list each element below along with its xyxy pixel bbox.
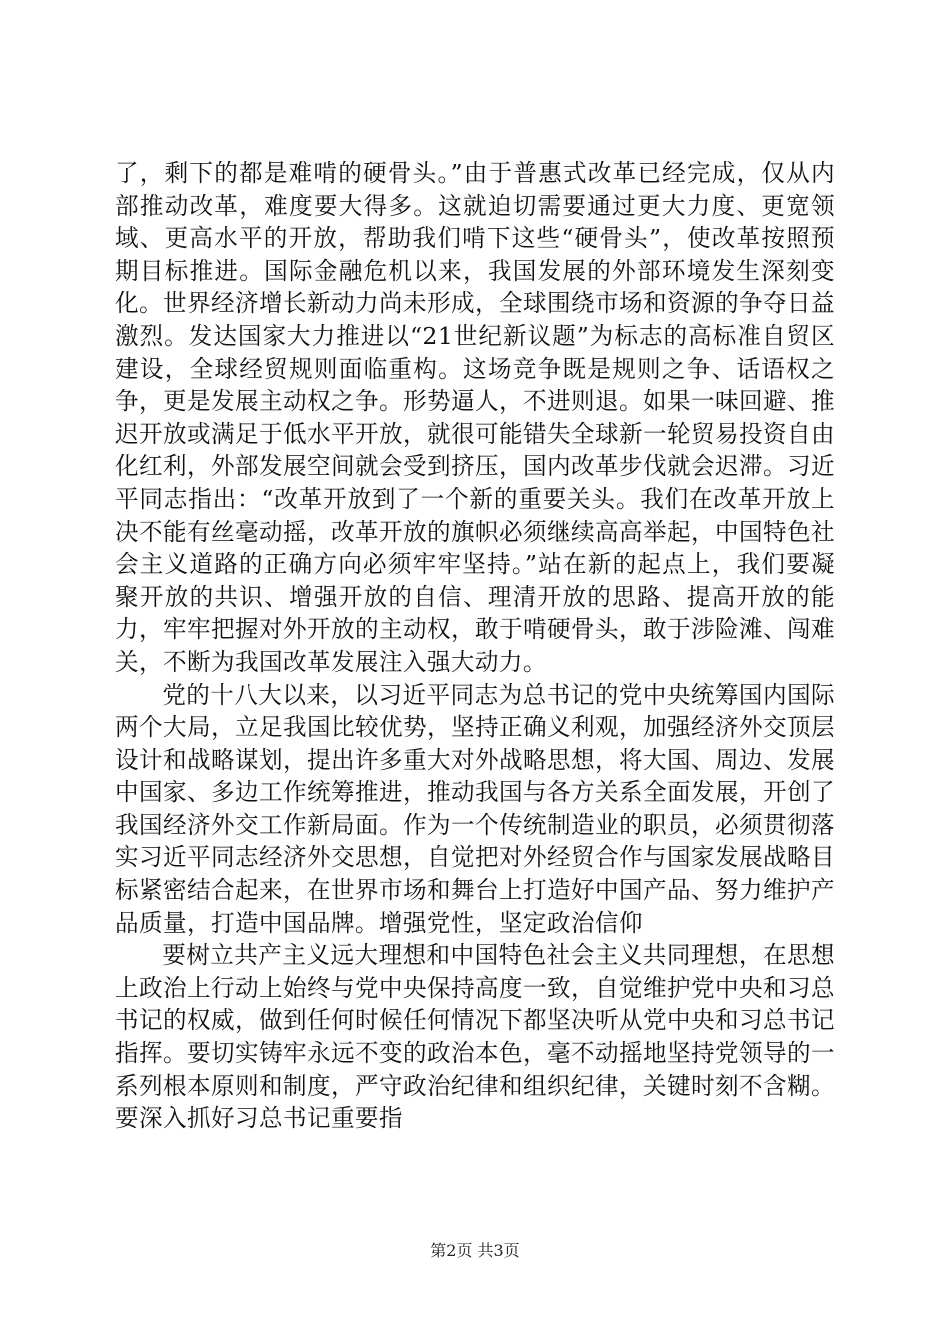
paragraph-2: 党的十八大以来，以习近平同志为总书记的党中央统筹国内国际两个大局，立足我国比较优势，坚持正确义利观，加强经济外交顶层设计和战略谋划，提出许多重大对外战略思想，将大国、周边、发展中国家、多边工作统筹推进，推动我国与各方关系全面发展，开创了我国经济外交工作新局面。作为一个传统制造业的职员，必须贯彻落实习近平同志经济外交思想，自觉把对外经贸合作与国家发展战略目标紧密结合起来，在世界市场和舞台上打造好中国产品、努力维护产品质量，打造中国品牌。增强党性，坚定政治信仰 [115, 680, 835, 937]
paragraph-1: 了，剩下的都是难啃的硬骨头。”由于普惠式改革已经完成，仅从内部推动改革，难度要大得多。这就迫切需要通过更大力度、更宽领域、更高水平的开放，帮助我们啃下这些“硬骨头”，使改革按照预期目标推进。国际金融危机以来，我国发展的外部环境发生深刻变化。世界经济增长新动力尚未形成，全球围绕市场和资源的争夺日益激烈。发达国家大力推进以“21世纪新议题”为标志的高标准自贸区建设，全球经贸规则面临重构。这场竞争既是规则之争、话语权之争，更是发展主动权之争。形势逼人，不进则退。如果一味回避、推迟开放或满足于低水平开放，就很可能错失全球新一轮贸易投资自由化红利，外部发展空间就会受到挤压，国内改革步伐就会迟滞。习近平同志指出：“改革开放到了一个新的重要关头。我们在改革开放上决不能有丝毫动摇，改革开放的旗帜必须继续高高举起，中国特色社会主义道路的正确方向必须牢牢坚持。”站在新的起点上，我们要凝聚开放的共识、增强开放的自信、理清开放的思路、提高开放的能力，牢牢把握对外开放的主动权，敢于啃硬骨头，敢于涉险滩、闯难关，不断为我国改革发展注入强大动力。 [115, 159, 835, 676]
page-footer [0, 1241, 950, 1261]
paragraph-3: 要树立共产主义远大理想和中国特色社会主义共同理想，在思想上政治上行动上始终与党中央保持高度一致，自觉维护党中央和习总书记的权威，做到任何时候任何情况下都坚决听从党中央和习总书记指挥。要切实铸牢永远不变的政治本色，毫不动摇地坚持党领导的一系列根本原则和制度，严守政治纪律和组织纪律，关键时刻不含糊。要深入抓好习总书记重要指 [115, 941, 835, 1133]
page-number-label: 第2页 共3页 [430, 1241, 520, 1260]
document-body [115, 157, 835, 1135]
